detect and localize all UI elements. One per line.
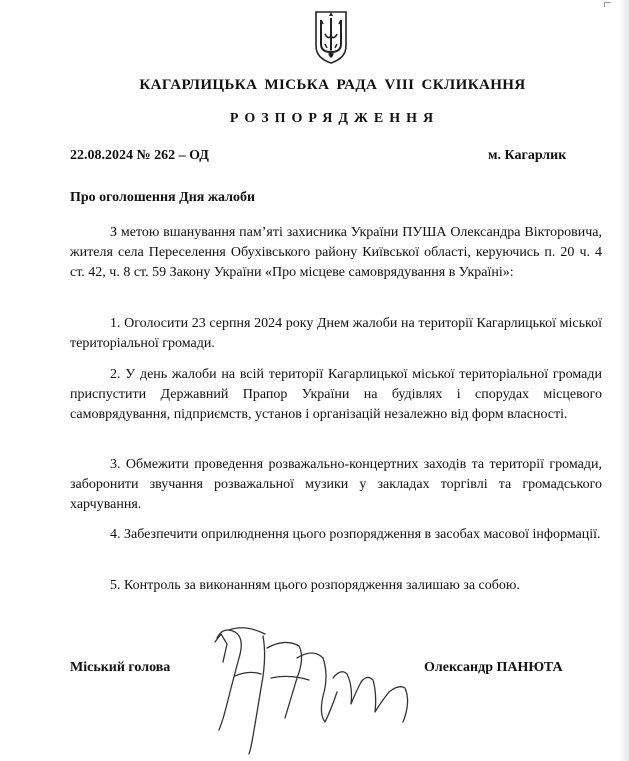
signatory-name: Олександр ПАНЮТА <box>424 660 563 675</box>
intro-paragraph: З метою вшанування пам’яті захисника України ПУША Олександра Вікторовича, жителя села Переселення Обухівського району Київської області, керуючись п. 20 ч. 4 ст. 42, ч. 8 ст. 59 Закону України «Про місцеве самоврядування в Україні»: <box>70 225 602 280</box>
order-item-3: 3. Обмежити проведення розважально-концертних заходів та території громади, заборонити звучання розважальної музики у закладах торгівлі та громадського харчування. <box>70 457 602 512</box>
document-subject: Про оголошення Дня жалоби <box>70 190 256 205</box>
signatory-title: Міський голова <box>70 660 171 675</box>
council-name: КАГАРЛИЦЬКА МІСЬКА РАДА VIII СКЛИКАННЯ <box>139 77 526 93</box>
document-type-title: РОЗПОРЯДЖЕННЯ <box>229 111 440 126</box>
document-place: м. Кагарлик <box>488 148 567 163</box>
order-item-4: 4. Забезпечити оприлюднення цього розпорядження в засобах масової інформації. <box>110 527 601 542</box>
order-item-5: 5. Контроль за виконанням цього розпорядження залишаю за собою. <box>110 578 520 593</box>
order-item-2: 2. У день жалоби на всій території Кагарлицької міської територіальної громади приспустити Державний Прапор України на будівлях і спорудах місцевого самоврядування, підприємств, установ і організацій незалежно від форм власності. <box>70 367 602 422</box>
ukraine-trident-coat-of-arms-icon <box>313 10 349 64</box>
handwritten-signature <box>205 618 435 758</box>
document-date-number: 22.08.2024 № 262 – ОД <box>70 148 209 163</box>
scan-corner-mark <box>604 2 611 7</box>
order-item-1: 1. Оголосити 23 серпня 2024 року Днем жалоби на території Кагарлицької міської територіальної громади. <box>70 316 602 351</box>
